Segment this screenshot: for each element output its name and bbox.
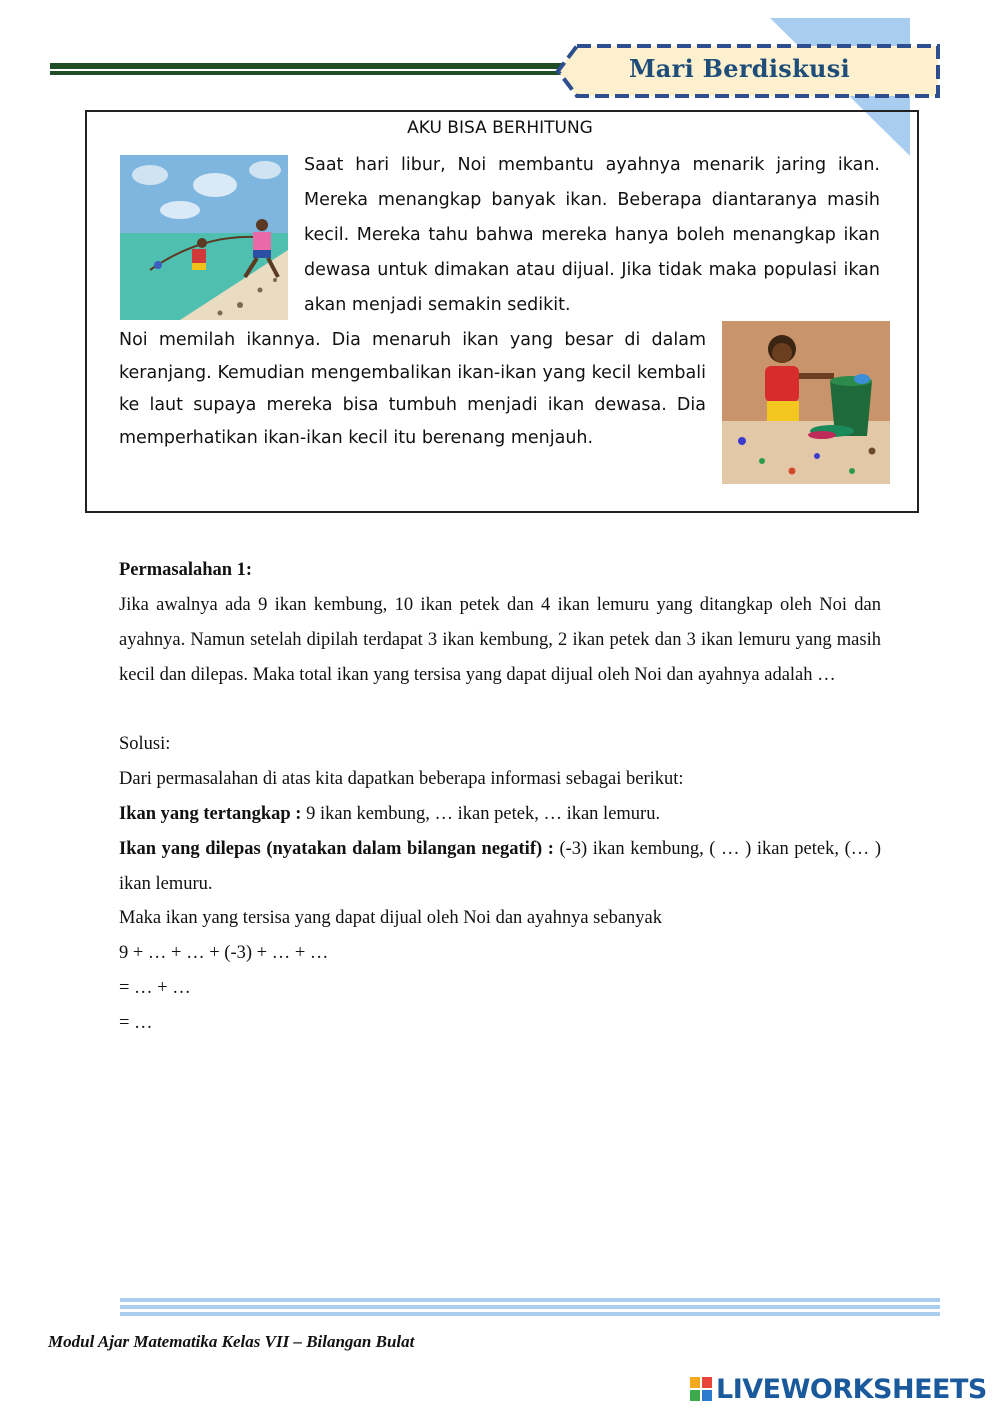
released-text: (-3) ikan kembung, ( … ) ikan petek, (… ) ikan lemuru. [119,839,881,894]
liveworksheets-logo-icon [690,1377,712,1401]
released-line [119,832,881,902]
liveworksheets-brand [690,1372,987,1406]
caught-text: 9 ikan kembung, … ikan petek, … ikan lemuru. [301,804,661,824]
story-paragraph-2: Noi memilah ikannya. Dia menaruh ikan yang besar di dalam keranjang. Kemudian mengembalikan ikan-ikan yang kecil kembali ke laut supaya mereka bisa tumbuh menjadi ikan dewasa. Dia memperhatikan ikan-ikan kecil itu berenang menjauh. [119,330,706,448]
equation-line-1: 9 + … + … + (-3) + … + … [119,943,329,963]
solution-label: Solusi: [119,734,171,754]
module-title: Modul Ajar Matematika Kelas VII – Bilangan Bulat [48,1332,415,1351]
section-badge [555,42,940,100]
footer-rule-1 [120,1298,940,1302]
liveworksheets-wordmark: LIVEWORKSHEETS [716,1373,987,1405]
problem-heading: Permasalahan 1: [119,560,253,580]
problem-statement: Jika awalnya ada 9 ikan kembung, 10 ikan petek dan 4 ikan lemuru yang ditangkap oleh Noi dan ayahnya. Namun setelah dipilah terdapat 3 ikan kembung, 2 ikan petek dan 3 ikan lemuru yang masih kecil dan dilepas. Maka total ikan yang tersisa yang dapat dijual oleh Noi dan ayahnya adalah … [119,595,881,685]
remaining-intro: Maka ikan yang tersisa yang dapat dijual oleh Noi dan ayahnya sebanyak [119,908,663,928]
footer-rule-3 [120,1312,940,1316]
caught-line [119,797,881,832]
story-title: AKU BISA BERHITUNG [407,118,593,138]
beach-fishing-illustration [120,155,288,320]
equation-line-2: = … + … [119,978,191,998]
info-intro: Dari permasalahan di atas kita dapatkan beberapa informasi sebagai berikut: [119,769,684,789]
header-rule-thin [50,71,570,75]
girl-sorting-fish-illustration [722,321,890,484]
story-paragraph-1: Saat hari libur, Noi membantu ayahnya menarik jaring ikan. Mereka menangkap banyak ikan. Beberapa diantaranya masih kecil. Mereka tahu bahwa mereka hanya boleh menangkap ikan dewasa untuk dimakan atau dijual. Jika tidak maka populasi ikan akan menjadi semakin sedikit. [304,155,880,315]
caught-label: Ikan yang tertangkap : [119,804,302,824]
equation-line-3: = … [119,1013,153,1033]
badge-label: Mari Berdiskusi [628,54,850,83]
header-rule-thick [50,63,570,69]
footer-rule-2 [120,1305,940,1309]
released-label: Ikan yang dilepas (nyatakan dalam bilangan negatif) : [119,839,554,859]
